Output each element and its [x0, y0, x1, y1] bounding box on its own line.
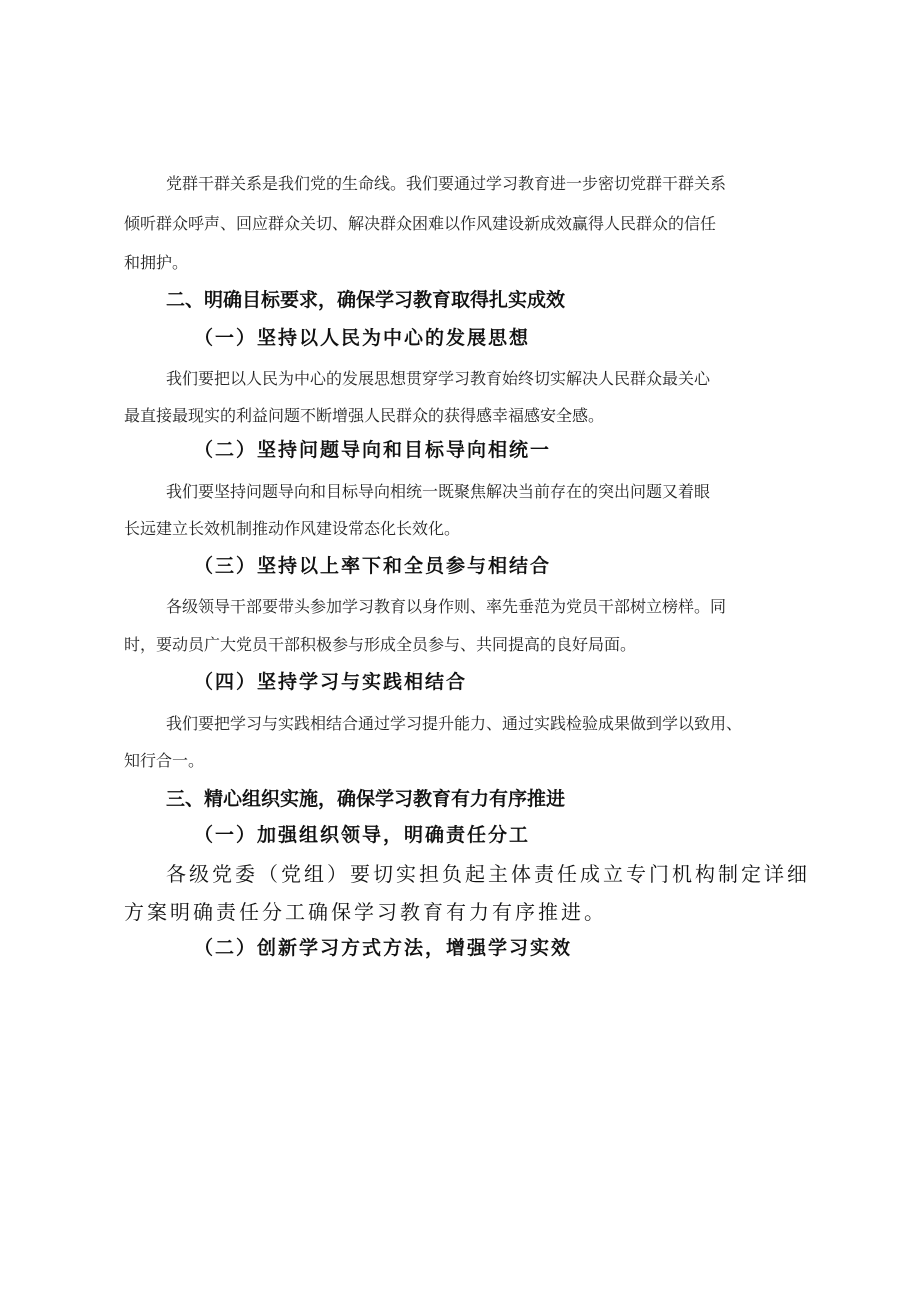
section-heading: 二、明确目标要求，确保学习教育取得扎实成效: [166, 289, 566, 311]
paragraph-line: 我们要把以人民为中心的发展思想贯穿学习教育始终切实解决人民群众最关心: [166, 369, 711, 388]
subsection-heading: （四）坚持学习与实践相结合: [194, 671, 468, 693]
paragraph-line: 各级领导干部要带头参加学习教育以身作则、率先垂范为党员干部树立榜样。同: [166, 597, 727, 616]
paragraph-line: 最直接最现实的利益问题不断增强人民群众的获得感幸福感安全感。: [124, 406, 605, 425]
paragraph-line: 知行合一。: [124, 751, 205, 770]
paragraph-line: 方案明确责任分工确保学习教育有力有序推进。: [124, 900, 607, 924]
paragraph-line: 我们要坚持问题导向和目标导向相统一既聚焦解决当前存在的突出问题又着眼: [166, 482, 711, 501]
paragraph-line: 时，要动员广大党员干部积极参与形成全员参与、共同提高的良好局面。: [124, 635, 637, 654]
subsection-heading: （二）创新学习方式方法，增强学习实效: [194, 937, 573, 959]
paragraph-line: 我们要把学习与实践相结合通过学习提升能力、通过实践检验成果做到学以致用、: [166, 714, 743, 733]
subsection-heading: （一）坚持以人民为中心的发展思想: [194, 327, 531, 349]
subsection-heading: （一）加强组织领导，明确责任分工: [194, 824, 531, 846]
paragraph-line: 各级党委（党组）要切实担负起主体责任成立专门机构制定详细: [166, 862, 810, 886]
section-heading: 三、精心组织实施，确保学习教育有力有序推进: [166, 788, 566, 810]
paragraph-line: 和拥护。: [124, 253, 189, 272]
paragraph-line: 倾听群众呼声、回应群众关切、解决群众困难以作风建设新成效赢得人民群众的信任: [124, 214, 717, 233]
paragraph-line: 党群干群关系是我们党的生命线。我们要通过学习教育进一步密切党群干群关系: [166, 174, 727, 193]
subsection-heading: （三）坚持以上率下和全员参与相结合: [194, 555, 552, 577]
subsection-heading: （二）坚持问题导向和目标导向相统一: [194, 439, 552, 461]
paragraph-line: 长远建立长效机制推动作风建设常态化长效化。: [124, 519, 461, 538]
